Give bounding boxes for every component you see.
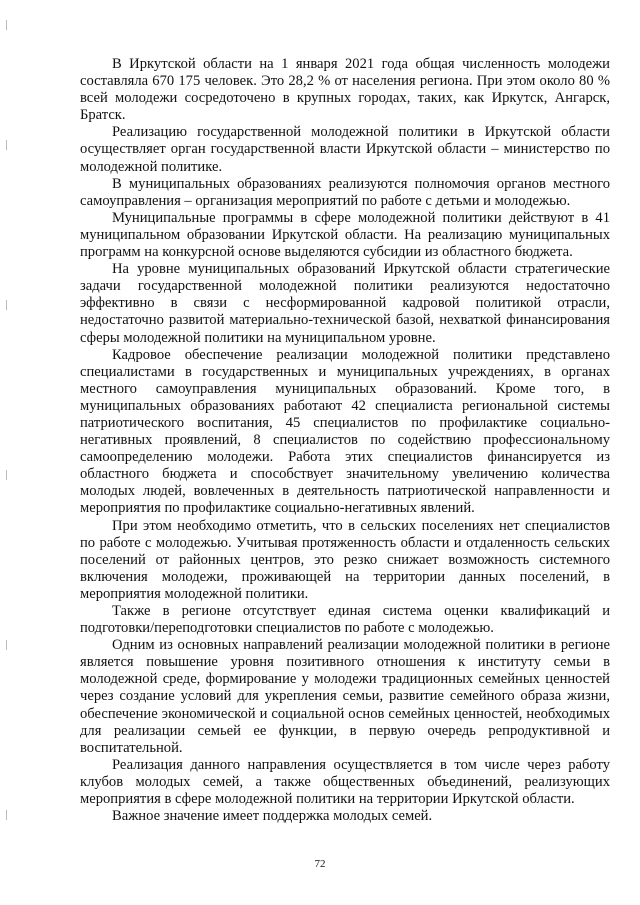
paragraph-ministry: Реализацию государственной молодежной политики в Иркутской области осуществляет орган государственной власти Иркутской области – министерство по молодежной политике.: [80, 124, 610, 175]
paragraph-staffing: Кадровое обеспечение реализации молодежной политики представлено специалистами в государственных и муниципальных учреждениях, в органах местного самоуправления муниципальных образований. Кроме того, в муниципальных образованиях работают 42 специалиста региональной системы патриотического воспитания, 45 специалистов по профилактике социально-негативных проявлений, 8 специалистов по содействию профессиональному самоопределению молодежи. Работа этих специалистов финансируется из областного бюджета и способствует значительному увеличению количества молодых людей, вовлеченных в деятельность патриотической направленности и мероприятия по профилактике социально-негативных явлений.: [80, 346, 610, 517]
paragraph-family-values: Одним из основных направлений реализации молодежной политики в регионе является повышение уровня позитивного отношения к институту семьи в молодежной среде, формирование у молодежи традиционных семейных ценностей через создание условий для укрепления семьи, развитие семейного образа жизни, обеспечение экономической и социальной основ семейных ценностей, необходимых для реализации семьей ее функции, в первую очередь репродуктивной и воспитательной.: [80, 637, 610, 756]
paragraph-family-clubs: Реализация данного направления осуществляется в том числе через работу клубов молодых семей, а также общественных объединений, реализующих мероприятия в сфере молодежной политики на территории Иркутской области.: [80, 756, 610, 808]
page-number: 72: [314, 858, 326, 870]
paragraph-strategic-tasks: На уровне муниципальных образований Иркутской области стратегические задачи государственной молодежной политики реализуются недостаточно эффективно в связи с несформированной кадровой политикой отрасли, недостаточно развитой материально-технической базой, нехваткой финансирования сферы молодежной политики на муниципальном уровне.: [80, 261, 610, 346]
paragraph-municipal-programs: Муниципальные программы в сфере молодежной политики действуют в 41 муниципальном образовании Иркутской области. На реализацию муниципальных программ на конкурсной основе выделяются субсидии из областного бюджета.: [80, 209, 610, 261]
paragraph-youth-population: В Иркутской области на 1 января 2021 года общая численность молодежи составляла 670 175 человек. Это 28,2 % от населения региона. При этом около 80 % всей молодежи сосредоточено в крупных городах, таких, как Иркутск, Ангарск, Братск.: [80, 56, 610, 124]
document-page: [80, 56, 610, 825]
paragraph-young-families-support: Важное значение имеет поддержка молодых семей.: [112, 808, 433, 825]
scan-margin-marks: [6, 0, 8, 905]
paragraph-qualification-system: Также в регионе отсутствует единая система оценки квалификаций и подготовки/переподготовки специалистов по работе с молодежью.: [80, 603, 610, 637]
paragraph-municipal-powers: В муниципальных образованиях реализуются полномочия органов местного самоуправления – организация мероприятий по работе с детьми и молодежью.: [80, 175, 610, 209]
paragraph-rural-settlements: При этом необходимо отметить, что в сельских поселениях нет специалистов по работе с молодежью. Учитывая протяженность области и отдаленность сельских поселений от районных центров, это резко снижает возможность системного включения молодежи, проживающей на территории данных поселений, в мероприятия молодежной политики.: [80, 517, 610, 602]
